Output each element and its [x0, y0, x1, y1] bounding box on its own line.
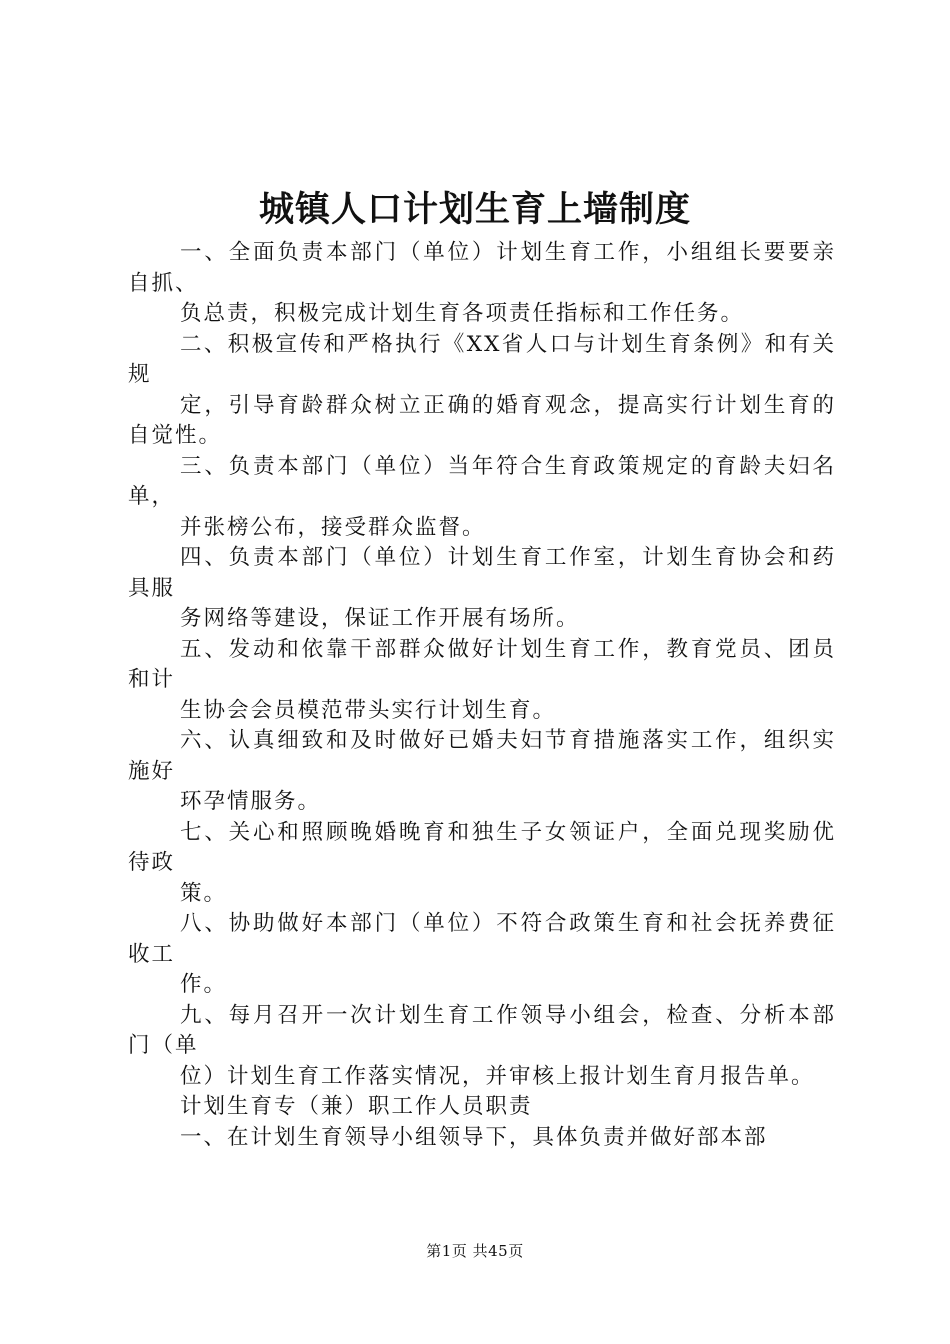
- section-heading: 计划生育专（兼）职工作人员职责: [180, 1094, 533, 1119]
- paragraph-line: 负总责，积极完成计划生育各项责任指标和工作任务。: [180, 301, 745, 326]
- paragraph-line: 策。: [180, 880, 228, 906]
- paragraph-line: 一、在计划生育领导小组领导下，具体负责并做好部本部: [180, 1124, 768, 1150]
- paragraph-line: 环孕情服务。: [180, 789, 322, 814]
- paragraph-line: 务网络等建设，保证工作开展有场所。: [180, 606, 580, 631]
- page-number: 第1页 共45页: [426, 1242, 524, 1260]
- paragraph-line: 九、每月召开一次计划生育工作领导小组会，检查、分析本部门（单: [128, 1002, 836, 1058]
- document-title: 城镇人口计划生育上墙制度: [258, 189, 691, 230]
- paragraph-line: 二、积极宣传和严格执行《XX省人口与计划生育条例》和有关规: [128, 331, 836, 387]
- paragraph-line: 位）计划生育工作落实情况，并审核上报计划生育月报告单。: [180, 1063, 815, 1089]
- paragraph-line: 定，引导育龄群众树立正确的婚育观念，提高实行计划生育的自觉性。: [128, 392, 836, 448]
- paragraph-line: 三、负责本部门（单位）当年符合生育政策规定的育龄夫妇名单，: [128, 453, 836, 509]
- paragraph-line: 一、全面负责本部门（单位）计划生育工作，小组组长要要亲自抓、: [128, 240, 836, 296]
- paragraph-line: 四、负责本部门（单位）计划生育工作室，计划生育协会和药具服: [128, 545, 836, 601]
- document-body: [128, 238, 836, 1153]
- paragraph-line: 六、认真细致和及时做好已婚夫妇节育措施落实工作，组织实施好: [128, 728, 836, 784]
- paragraph-line: 生协会会员模范带头实行计划生育。: [180, 697, 557, 723]
- paragraph-line: 八、协助做好本部门（单位）不符合政策生育和社会抚养费征收工: [128, 911, 836, 967]
- paragraph-line: 并张榜公布，接受群众监督。: [180, 514, 486, 540]
- paragraph-line: 七、关心和照顾晚婚晚育和独生子女领证户，全面兑现奖励优待政: [128, 819, 836, 875]
- paragraph-line: 五、发动和依靠干部群众做好计划生育工作，教育党员、团员和计: [128, 636, 836, 692]
- paragraph-line: 作。: [180, 972, 228, 997]
